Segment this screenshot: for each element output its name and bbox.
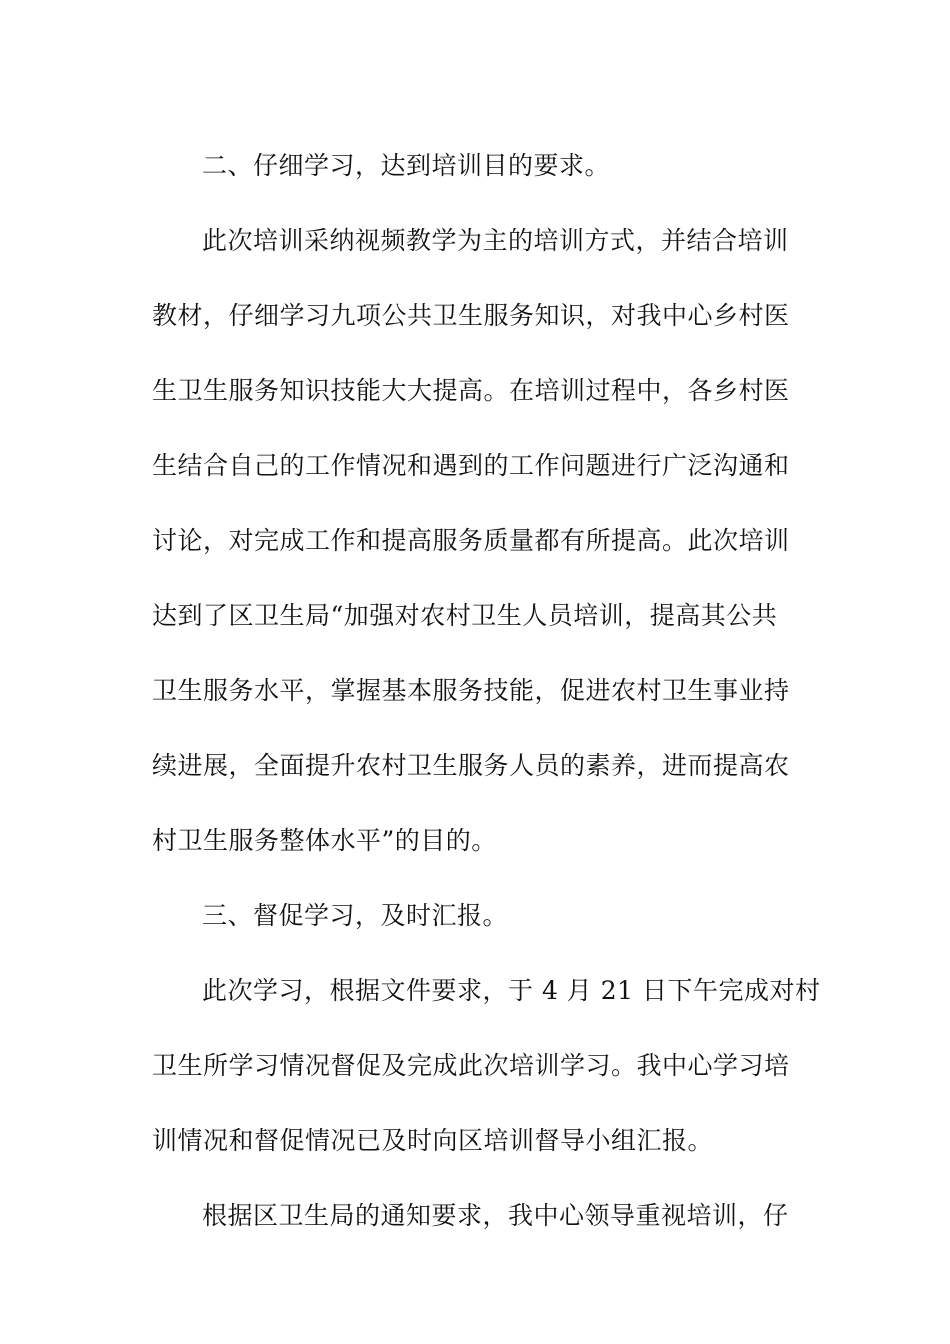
paragraph-line: 达到了区卫生局“加强对农村卫生人员培训，提高其公共 <box>152 601 778 630</box>
paragraph-line: 生结合自己的工作情况和遇到的工作问题进行广泛沟通和 <box>152 451 790 480</box>
paragraph-line: 训情况和督促情况已及时向区培训督导小组汇报。 <box>152 1126 714 1155</box>
paragraph-line: 教材，仔细学习九项公共卫生服务知识，对我中心乡村医 <box>152 301 790 330</box>
paragraph-line: 卫生服务水平，掌握基本服务技能，促进农村卫生事业持 <box>152 676 790 705</box>
paragraph-line: 此次学习，根据文件要求，于 4 月 21 日下午完成对村 <box>202 976 821 1005</box>
document-body <box>152 128 821 1253</box>
section-heading-3: 三、督促学习，及时汇报。 <box>202 901 509 930</box>
paragraph-line: 村卫生服务整体水平”的目的。 <box>152 826 497 855</box>
paragraph-line: 根据区卫生局的通知要求，我中心领导重视培训，仔 <box>202 1201 789 1230</box>
paragraph-line: 生卫生服务知识技能大大提高。在培训过程中，各乡村医 <box>152 376 790 405</box>
section-heading-2: 二、仔细学习，达到培训目的要求。 <box>202 151 611 180</box>
paragraph-line: 续进展，全面提升农村卫生服务人员的素养，进而提高农 <box>152 751 790 780</box>
paragraph-line: 此次培训采纳视频教学为主的培训方式，并结合培训 <box>202 226 789 255</box>
paragraph-line: 讨论，对完成工作和提高服务质量都有所提高。此次培训 <box>152 526 790 555</box>
paragraph-line: 卫生所学习情况督促及完成此次培训学习。我中心学习培 <box>152 1051 790 1080</box>
